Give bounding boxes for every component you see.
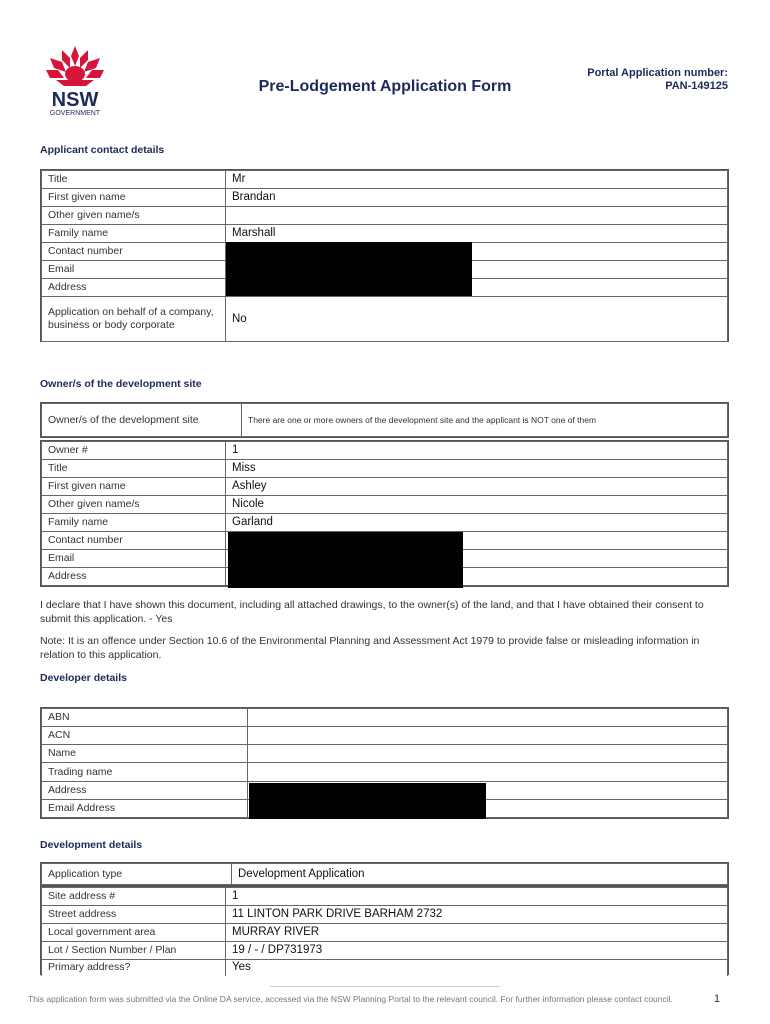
table-row — [42, 189, 728, 207]
table-row — [42, 864, 728, 885]
row-label: Owner/s of the development site — [42, 404, 242, 437]
row-value: Yes — [226, 960, 728, 976]
redacted-block — [228, 532, 463, 588]
row-value: 1 — [226, 888, 728, 906]
row-label: Other given name/s — [42, 207, 226, 225]
row-value: Nicole — [226, 496, 728, 514]
row-label: First given name — [42, 189, 226, 207]
row-label: Family name — [42, 514, 226, 532]
table-row — [42, 207, 728, 225]
row-label: Street address — [42, 906, 226, 924]
footer-text: This application form was submitted via the Online DA service, accessed via the NSW Planning Portal to the relevant council. For further information please contact council. — [28, 994, 673, 1004]
row-label: Site address # — [42, 888, 226, 906]
row-value: There are one or more owners of the development site and the applicant is NOT one of them — [242, 404, 728, 437]
row-value: No — [226, 297, 728, 342]
row-value — [248, 745, 728, 763]
row-label: Application type — [42, 864, 232, 885]
row-label: Lot / Section Number / Plan — [42, 942, 226, 960]
owners-section-heading: Owner/s of the development site — [40, 378, 202, 390]
table-row — [42, 404, 728, 437]
document-title: Pre-Lodgement Application Form — [258, 78, 512, 95]
row-value: Miss — [226, 460, 728, 478]
row-value: MURRAY RIVER — [226, 924, 728, 942]
row-label: Email — [42, 261, 226, 279]
development-section-heading: Development details — [40, 839, 143, 851]
row-label: Address — [42, 279, 226, 297]
row-value: Development Application — [232, 864, 728, 885]
table-row — [42, 906, 728, 924]
table-row — [42, 888, 728, 906]
footer-divider — [270, 986, 500, 987]
row-label: ACN — [42, 727, 248, 745]
table-row — [42, 460, 728, 478]
row-label: Contact number — [42, 243, 226, 261]
table-row — [42, 442, 728, 460]
row-label: Email — [42, 550, 226, 568]
redacted-block — [249, 783, 486, 819]
table-row — [42, 960, 728, 976]
row-value: Marshall — [226, 225, 728, 243]
row-value: Brandan — [226, 189, 728, 207]
table-row — [42, 745, 728, 763]
logo-text: NSW — [51, 89, 99, 111]
table-row — [42, 496, 728, 514]
row-label: Title — [42, 171, 226, 189]
table-row — [42, 709, 728, 727]
row-value: Mr — [226, 171, 728, 189]
table-row — [42, 924, 728, 942]
row-value: Ashley — [226, 478, 728, 496]
redacted-block — [226, 242, 472, 296]
developer-section-heading: Developer details — [40, 672, 127, 684]
row-value: 1 — [226, 442, 728, 460]
row-value — [248, 763, 728, 781]
row-label: Family name — [42, 225, 226, 243]
row-label: Other given name/s — [42, 496, 226, 514]
row-label: Local government area — [42, 924, 226, 942]
site-address-table — [40, 886, 729, 975]
row-label: Address — [42, 568, 226, 586]
row-value: 19 / - / DP731973 — [226, 942, 728, 960]
row-label: Email Address — [42, 799, 248, 817]
row-label: Contact number — [42, 532, 226, 550]
row-value — [248, 727, 728, 745]
table-row — [42, 225, 728, 243]
row-label: Application on behalf of a company, business or body corporate — [42, 297, 226, 342]
table-row — [42, 763, 728, 781]
row-label: Primary address? — [42, 960, 226, 976]
table-row — [42, 478, 728, 496]
table-row — [42, 727, 728, 745]
row-value: Garland — [226, 514, 728, 532]
row-value — [248, 709, 728, 727]
row-label: ABN — [42, 709, 248, 727]
owners-summary-table — [40, 402, 729, 438]
portal-application-number — [587, 67, 728, 93]
row-label: Name — [42, 745, 248, 763]
application-type-table — [40, 862, 729, 886]
row-label: First given name — [42, 478, 226, 496]
table-row — [42, 942, 728, 960]
row-value: 11 LINTON PARK DRIVE BARHAM 2732 — [226, 906, 728, 924]
table-row — [42, 297, 728, 342]
page-number: 1 — [714, 993, 721, 1005]
row-label: Address — [42, 781, 248, 799]
table-row — [42, 514, 728, 532]
row-value — [226, 207, 728, 225]
logo-subtext: GOVERNMENT — [49, 110, 101, 117]
row-label: Trading name — [42, 763, 248, 781]
portal-number: PAN-149125 — [665, 80, 728, 92]
portal-label: Portal Application number: — [587, 67, 728, 79]
table-row — [42, 171, 728, 189]
offence-note: Note: It is an offence under Section 10.6 of the Environmental Planning and Assessment Act 1979 to provide false or misleading information in relation to this application. — [40, 635, 700, 661]
owner-consent-declaration: I declare that I have shown this document, including all attached drawings, to the owner(s) of the land, and that I have obtained their consent to submit this application. - Yes — [40, 599, 704, 625]
applicant-section-heading: Applicant contact details — [40, 144, 165, 156]
row-label: Title — [42, 460, 226, 478]
row-label: Owner # — [42, 442, 226, 460]
